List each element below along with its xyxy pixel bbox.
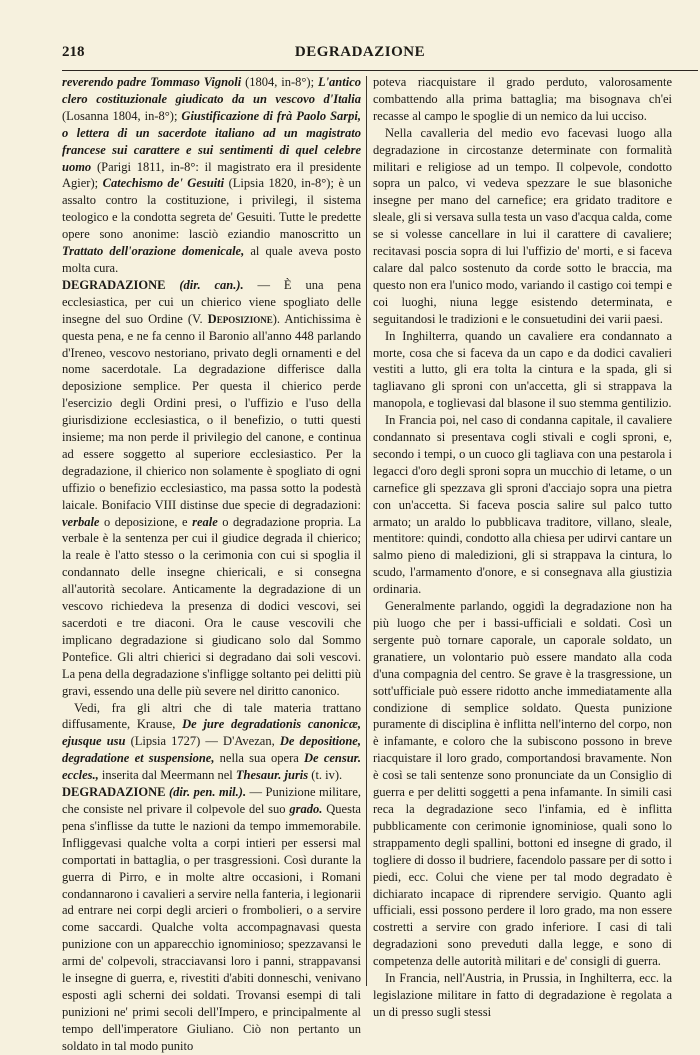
work-reference: De censur. eccles., — [62, 751, 361, 783]
text-run: o deposizione, e — [99, 514, 193, 529]
work-reference: L'antico clero costituzionale giudicato da un vescovo d'Italia — [62, 75, 362, 106]
header-rule — [62, 70, 698, 71]
work-reference: Thesaur. juris — [235, 768, 309, 783]
work-reference: Giustificazione di frà Paolo Sarpi, o lettera di un sacerdote italiano ad un magistrato francese sui carattere e sui sentimenti di quel celebre uomo — [62, 108, 361, 174]
text-run: ). Antichissima è questa pena, e ne fa cenno il Baronio all'anno 448 parlando d'Ireneo, vescovo nestoriano, privato degli ornamenti e del nome sacerdotale. La degradazione differisce dalla deposizione semplice. Per questa il chierico perde l'esercizio degli Ordini presi, o l'uffizio e l'uso della giurisdizione ecclesiastica, o il benefizio, o tutti questi insieme; ma non perde il privilegio del canone, e continua ad essere soggetto al superiore ecclesiastico. Per la degradazione, il chierico non solamente è spogliato di ogni uffizio o benefizio ecclesiastico, ma passa sotto la podestà laicale. Bonifacio VIII distinse due specie di degradazioni: — [62, 311, 362, 512]
work-reference: De jure degradationis canonicæ, ejusque usu — [62, 717, 362, 749]
paragraph-modern-practice: Generalmente parlando, oggidì la degradazione non ha più luogo che per i bassi-ufficiali e soldati. Così un sergente può tornare caporale, un caporale soldato, un granatiere, un volontario può essere mandato alla coda d'una compagnia del centro. Se grave è la trasgressione, un sott'ufficiale può essere ridotto anche immediatamente alla condizione di semplice soldato. Questa punizione puramente di disciplina è inflitta nell'interno del corpo, non è infamante, e coloro che la subiscono possono in breve riacquistare il loro grado, comportandosi bravamente. Non è così se tali sentenze sono pronunciate da un Consiglio di guerra e per delitti soggetti a pena infamante. In simili casi reca la degradazione seco l'infamia, ed è inflitta pubblicamente con cerimonie ignominiose, quali sono lo strappamento degli spallini, bottoni ed insegne di grado, il togliere di dosso il budriere, facendolo passare per di sotto i piedi, ecc. Colui che viene per tal modo degradato è dichiarato incapace di riprendere servigio. Quanto agli ufficiali, essi possono perdere il loro grado, ma non essere costretti a servire con grado inferiore. I casi di tali degradazioni sono preveduti dalla legge, e sono di competenza delle autorità militari e de' consigli di guerra. — [373, 599, 672, 969]
entry-canon-law — [62, 277, 361, 700]
left-column — [62, 74, 362, 1053]
work-reference: Catechismo de' Gesuiti — [102, 176, 225, 191]
text-run: (Lipsia 1820, in-8°); è un assalto contro la costituzione, i privilegi, il sistema teologico e la condotta segreta de' Gesuiti. Tutte le predette opere sono anonime: lasciò eziandio manoscritto un — [62, 176, 361, 242]
work-reference: De depositione, degradatione et suspensione, — [62, 734, 361, 766]
emphasis: reale — [192, 514, 218, 529]
emphasis: verbale — [62, 514, 100, 529]
text-run: (Lipsia 1727) — D'Avezan, — [125, 734, 280, 749]
text-run: Questa pena s'inflisse da tutte le nazioni da tempo immemorabile. Infliggevasi qualche volta a corpi intieri per essersi mal comportati in battaglia, o per trasgressioni. Così durante la guerra di Pirro, e in molte altre occasioni, i Romani condannarono i cavalieri a servire nella fanteria, i legionarii ad entrare nei corpi degli arcieri o frombolieri, o a servire come saccardi. Qualche volta accompagnavasi questa punizione con un apparecchio ignominioso; spezzavansi le armi de' colpevoli, stracciavansi loro i panni, strappavansi le insegne di guerra, e, rivestiti d'abiti donneschi, venivano esposti agli scherni dei soldati. Trovansi esempi di tali punizioni ne' primi secoli dell'Impero, e principalmente al tempo dell'imperatore Giuliano. Ciò non pertanto un soldato in tal modo punito — [62, 801, 361, 1053]
text-run: — È una pena ecclesiastica, per cui un chierico viene spogliato delle insegne del suo Ordine (V. — [62, 277, 361, 326]
text-run: nella sua opera — [214, 751, 305, 766]
cross-reference: Deposizione — [207, 311, 273, 326]
bibliography-paragraph — [62, 700, 361, 785]
column-divider — [366, 76, 367, 986]
paragraph-medieval-cavalry: Nella cavalleria del medio evo facevasi luogo alla degradazione in circostanze determinate con formalità militari e religiose ad un tempo. Il colpevole, condotto sopra un palco, vi vedeva spezzare le sue blasoniche insegne per mano del carnefice; era gridato traditore e sleale, gli si versava sulla testa un vaso d'acqua calda, come se si volesse cancellare in lui il carattere di cavaliere; recitavasi poscia sopra di lui l'uffizio de' morti, e si faceva calare dal palco sostenuto da corde sotto le braccia, ma questo non era l'unico modo, variando il castigo coi tempi e coi luoghi, niuna legge esistendo determinata, e seguitandosi le tradizioni e le consuetudini dei varii paesi. — [373, 125, 672, 326]
entry-qualifier: (dir. can.). — [165, 277, 244, 292]
paragraph-continued — [62, 74, 361, 277]
page-header — [62, 44, 658, 66]
page-number: 218 — [62, 44, 85, 60]
right-column — [373, 74, 672, 1019]
text-run: (Parigi 1811, in-8°: il magistrato era il presidente Agier); — [62, 159, 361, 191]
work-reference: reverendo padre Tommaso Vignoli — [62, 75, 242, 89]
text-run: inserita dal Meermann nel — [98, 768, 236, 783]
entry-qualifier: (dir. pen. mil.). — [165, 785, 247, 800]
work-reference: Trattato dell'orazione domenicale, — [62, 244, 245, 259]
paragraph-france: In Francia poi, nel caso di condanna capitale, il cavaliere condannato si presentava cogli stivali e cogli sproni, e, secondo i tempi, o un cuoco gli tagliava con una pestarola i legacci d'oro degli sproni sopra un mucchio di letame, o un carnefice gli spezzava gli sproni d'acciajo sopra una pietra con un'accetta. Si faceva poscia salire sul palco tutto armato; un araldo lo pubblicava traditore, villano, sleale, mentitore: quindi, condotto alla chiesa per udirvi cantare un salmo pieno di maledizioni, gli si strappava la cintura, lo scudo, l'armamento d'onore, e si consegnava alla giustizia ordinaria. — [373, 413, 672, 597]
text-run: (1804, in-8°); — [241, 75, 318, 89]
paragraph-legislation: In Francia, nell'Austria, in Prussia, in Inghilterra, ecc. la legislazione militare in fatto di degradazione è regolata a un di presso sugli stessi — [373, 971, 672, 1019]
entry-military-law — [62, 784, 361, 1055]
entry-headword: DEGRADAZIONE — [62, 277, 166, 292]
emphasis: grado. — [289, 801, 323, 816]
entry-headword: DEGRADAZIONE — [62, 785, 166, 800]
text-run: o degradazione propria. La verbale è la sentenza per cui il giudice degrada il chierico; la reale è l'atto stesso o la cerimonia con cui si spoglia il condannato delle insegne chiericali, e si consegna all'autorità secolare. Anticamente la degradazione di un vescovo richiedeva la presenza di dodici vescovi, sei sacerdoti e tre diaconi. Ora le cause vescovili che implicano degradazione si giudicano solo dal Sommo Pontefice. Gli altri chierici si degradano dai soli vescovi. La pena della degradazione s'infligge soltanto pei delitti più gravi, essendo una delle più severe nel diritto canonico. — [62, 514, 361, 698]
text-run: al quale aveva posto molta cura. — [62, 244, 361, 275]
text-run: Vedi, fra gli altri che di tale materia trattano diffusamente, Krause, — [62, 700, 361, 732]
text-run: (t. iv). — [308, 768, 343, 783]
paragraph-continued: poteva riacquistare il grado perduto, valorosamente combattendo alla prima battaglia; ma bisognava ch'ei recasse al campo le spoglie di un nemico da lui ucciso. — [373, 75, 672, 123]
running-title: DEGRADAZIONE — [294, 44, 426, 60]
paragraph-england: In Inghilterra, quando un cavaliere era condannato a morte, cosa che si faceva da un capo e da dodici cavalieri vestiti a lutto, gli era tolta la cintura e la spada, gli si tagliavano gli sproni con un'accetta, gli si strappava la manopola, e toglievasi dal blasone il suo stemma gentilizio. — [373, 328, 672, 411]
text-run: — Punizione militare, che consiste nel privare il colpevole del suo — [62, 785, 361, 816]
text-run: (Losanna 1804, in-8°); — [62, 108, 182, 123]
